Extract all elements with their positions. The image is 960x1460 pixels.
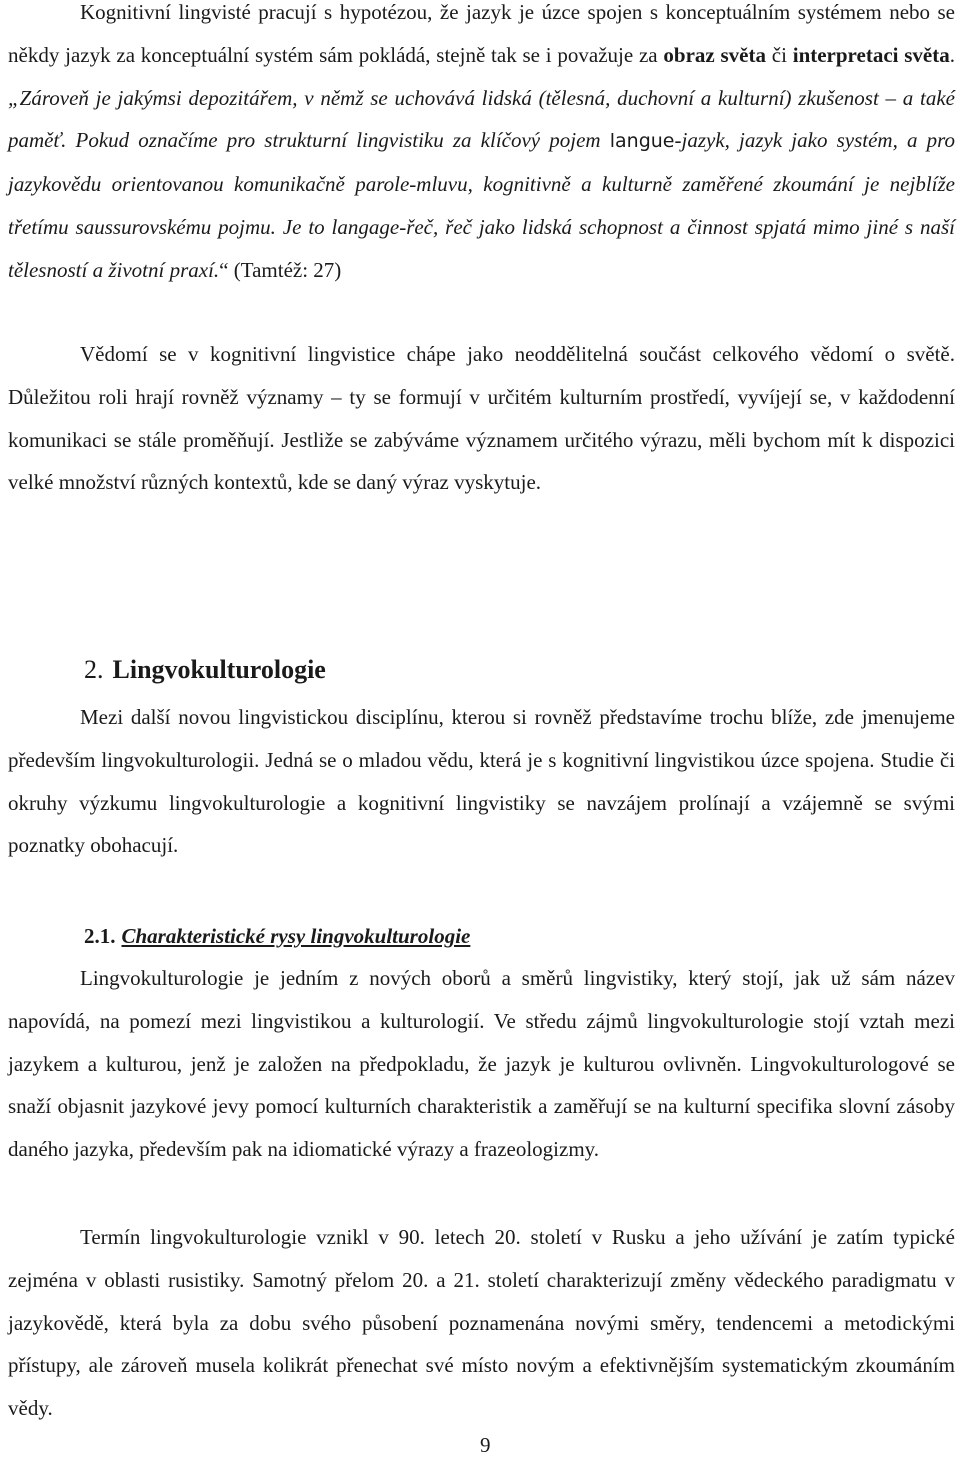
section-heading xyxy=(84,650,326,690)
paragraph-characteristics: Lingvokulturologie je jedním z nových oborů a směrů lingvistiky, který stojí, jak už sám název napovídá, na pomezí mezi lingvistikou a kulturologií. Ve středu zájmů lingvokulturologie stojí vztah mezi jazykem a kulturou, jenž je založen na předpokladu, že jazyk je kulturou ovlivněn. Lingvokulturologové se snaží objasnit jazykové jevy pomocí kulturních charakteristik a zaměřují se na kulturní specifika slovní zásoby daného jazyka, především pak na idiomatické výrazy a frazeologizmy. xyxy=(8,966,955,1162)
page-number: 9 xyxy=(480,1433,491,1457)
section-number: 2. xyxy=(84,655,104,684)
subsection-heading xyxy=(84,916,470,956)
quote-part-1: „Zároveň je jakýmsi depozitářem, v němž se uchovává lidská (tělesná, duchovní a kulturní) zkušenost – a také paměť. Pokud označíme pro strukturní lingvistiku za klíčový pojem xyxy=(8,85,955,153)
paragraph-consciousness: Vědomí se v kognitivní lingvistice chápe jako neoddělitelná součást celkového vědomí o světě. Důležitou roli hrají rovněž významy – ty se formují v určitém kulturním prostředí, vyvíjejí se, v každodenní komunikaci se stále proměňují. Jestliže se zabýváme významem určitého výrazu, měli bychom mít k dispozici velké množství různých kontextů, kde se daný výraz vyskytuje. xyxy=(8,342,955,495)
bold-interpretaci-sveta: interpretaci světa xyxy=(792,42,950,67)
paragraph1-text-c: . xyxy=(949,42,955,67)
paragraph-cognitive-linguistics xyxy=(8,0,955,292)
term-langue: langue xyxy=(609,130,675,153)
paragraph-term-origin: Termín lingvokulturologie vznikl v 90. letech 20. století v Rusku a jeho užívání je zatím typické zejména v oblasti rusistiky. Samotný přelom 20. a 21. století charakterizují změny vědeckého paradigmatu v jazykovědě, která byla za dobu svého působení poznamenána novými směry, tendencemi a metodickými přístupy, ale zároveň musela kolikrát přenechat své místo novým a efektivnějším systematickým zkoumáním vědy. xyxy=(8,1225,955,1421)
paragraph1-text-a: Kognitivní lingvisté pracují s hypotézou, že jazyk je úzce spojen s konceptuálním systémem nebo se někdy jazyk za konceptuální systém sám pokládá, stejně tak se i považuje za xyxy=(8,0,955,67)
quote-part-2: -jazyk, jazyk jako systém, a pro jazykovědu orientovanou komunikačně parole-mluvu, kognitivně a kulturně zaměřené zkoumání je nejblíže třetímu saussurovskému pojmu. Je to langage-řeč, řeč jako lidská schopnost a činnost spjatá mimo jiné s naší tělesností a životní praxí. xyxy=(8,128,955,282)
subsection-number: 2.1. xyxy=(84,924,116,948)
bold-obraz-sveta: obraz světa xyxy=(663,42,766,67)
section-title: Lingvokulturologie xyxy=(112,655,326,684)
paragraph-new-discipline: Mezi další novou lingvistickou disciplínu, kterou si rovněž představíme trochu blíže, zde jmenujeme především lingvokulturologii. Jedná se o mladou vědu, která je s kognitivní lingvistikou úzce spojena. Studie či okruhy výzkumu lingvokulturologie a kognitivní lingvistiky se navzájem prolínají a vzájemně se svými poznatky obohacují. xyxy=(8,705,955,858)
citation: “ (Tamtéž: 27) xyxy=(219,257,342,282)
paragraph1-text-b: či xyxy=(766,42,793,67)
subsection-title: Charakteristické rysy lingvokulturologie xyxy=(121,924,471,948)
